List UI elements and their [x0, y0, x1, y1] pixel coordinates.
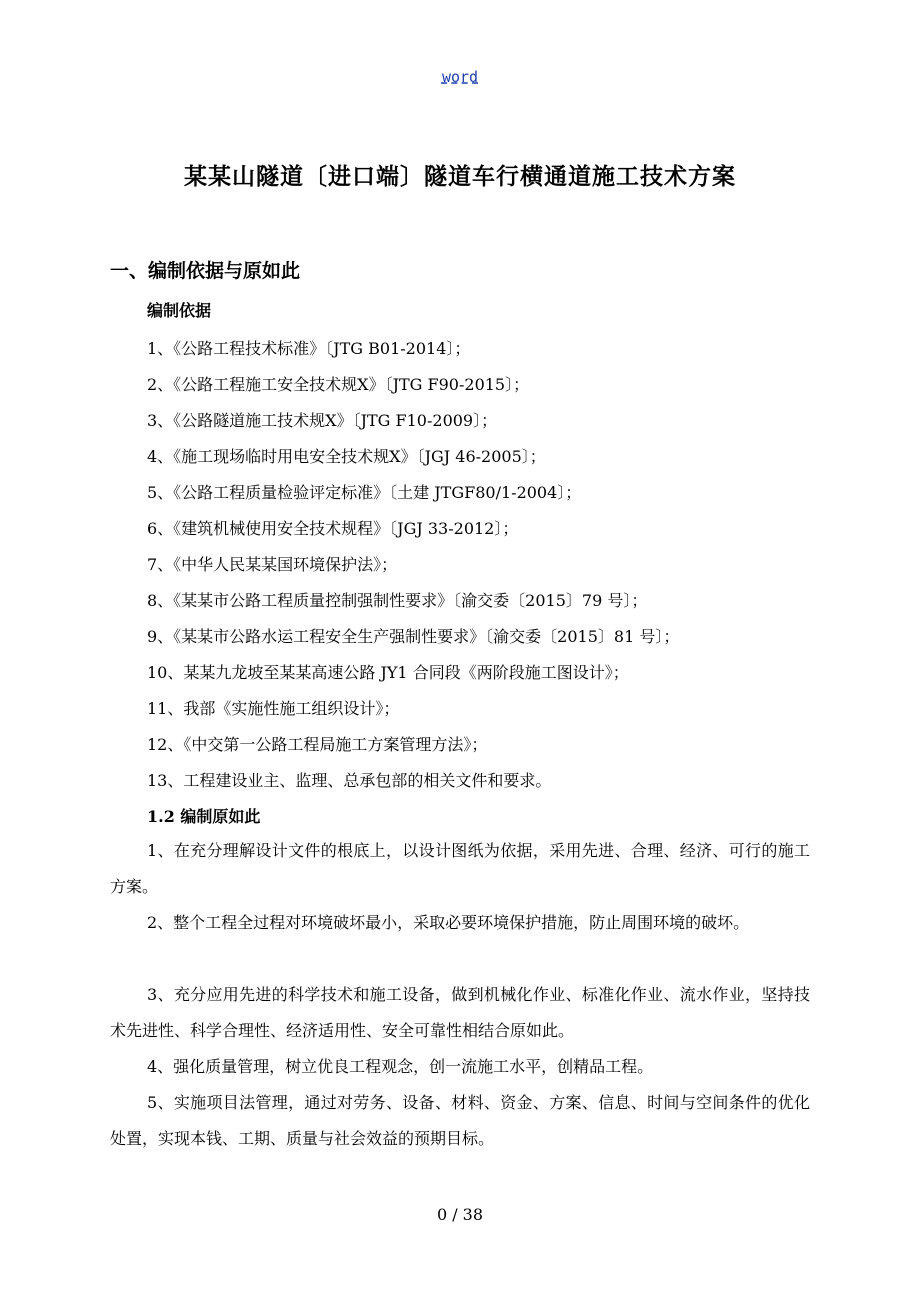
basis-item: 6、《建筑机械使用安全技术规程》〔JGJ 33-2012〕； [147, 519, 519, 538]
document-title: 某某山隧道〔进口端〕隧道车行横通道施工技术方案 [184, 163, 736, 190]
basis-item: 4、《施工现场临时用电安全技术规X》〔JGJ 46-2005〕； [147, 447, 546, 466]
page-header [0, 68, 920, 86]
principle-paragraph: 5、实施项目法管理，通过对劳务、设备、材料、资金、方案、信息、时间与空间条件的优化处置，实现本钱、工期、质量与社会效益的预期目标。 [110, 1093, 810, 1148]
basis-item: 9、《某某市公路水运工程安全生产强制性要求》〔渝交委〔2015〕81 号〕； [147, 627, 680, 646]
basis-item: 11、我部《实施性施工组织设计》； [147, 699, 400, 718]
basis-item: 2、《公路工程施工安全技术规X》〔JTG F90-2015〕； [147, 375, 530, 394]
basis-item: 7、《中华人民某某国环境保护法》； [147, 555, 398, 574]
principle-paragraph: 4、强化质量管理，树立优良工程观念，创一流施工水平，创精品工程。 [147, 1057, 654, 1076]
principle-paragraph: 3、充分应用先进的科学技术和施工设备，做到机械化作业、标准化作业、流水作业，坚持技术先进性、科学合理性、经济适用性、安全可靠性相结合原如此。 [110, 985, 810, 1040]
subsection-heading-basis: 编制依据 [147, 301, 212, 320]
basis-item: 8、《某某市公路工程质量控制强制性要求》〔渝交委〔2015〕79 号〕； [147, 591, 648, 610]
basis-item: 5、《公路工程质量检验评定标准》〔土建 JTGF80/1-2004〕； [147, 483, 582, 502]
page-number: 0 / 38 [436, 1205, 484, 1224]
principle-paragraph: 2、整个工程全过程对环境破坏最小，采取必要环境保护措施，防止周围环境的破坏。 [147, 913, 750, 932]
basis-item: 3、《公路隧道施工技术规X》〔JTG F10-2009〕； [147, 411, 498, 430]
basis-item: 12、《中交第一公路工程局施工方案管理方法》； [147, 735, 488, 754]
section-heading: 一、编制依据与原如此 [110, 260, 301, 282]
principle-paragraph: 1、在充分理解设计文件的根底上，以设计图纸为依据，采用先进、合理、经济、可行的施工方案。 [110, 841, 810, 896]
basis-item: 10、某某九龙坡至某某高速公路 JY1 合同段《两阶段施工图设计》； [147, 663, 629, 682]
subsection-heading-principles: 1.2 编制原如此 [147, 807, 261, 826]
basis-item: 13、工程建设业主、监理、总承包部的相关文件和要求。 [147, 771, 552, 790]
header-word-link[interactable]: word [441, 68, 479, 86]
basis-item: 1、《公路工程技术标准》〔JTG B01-2014〕； [147, 339, 471, 358]
